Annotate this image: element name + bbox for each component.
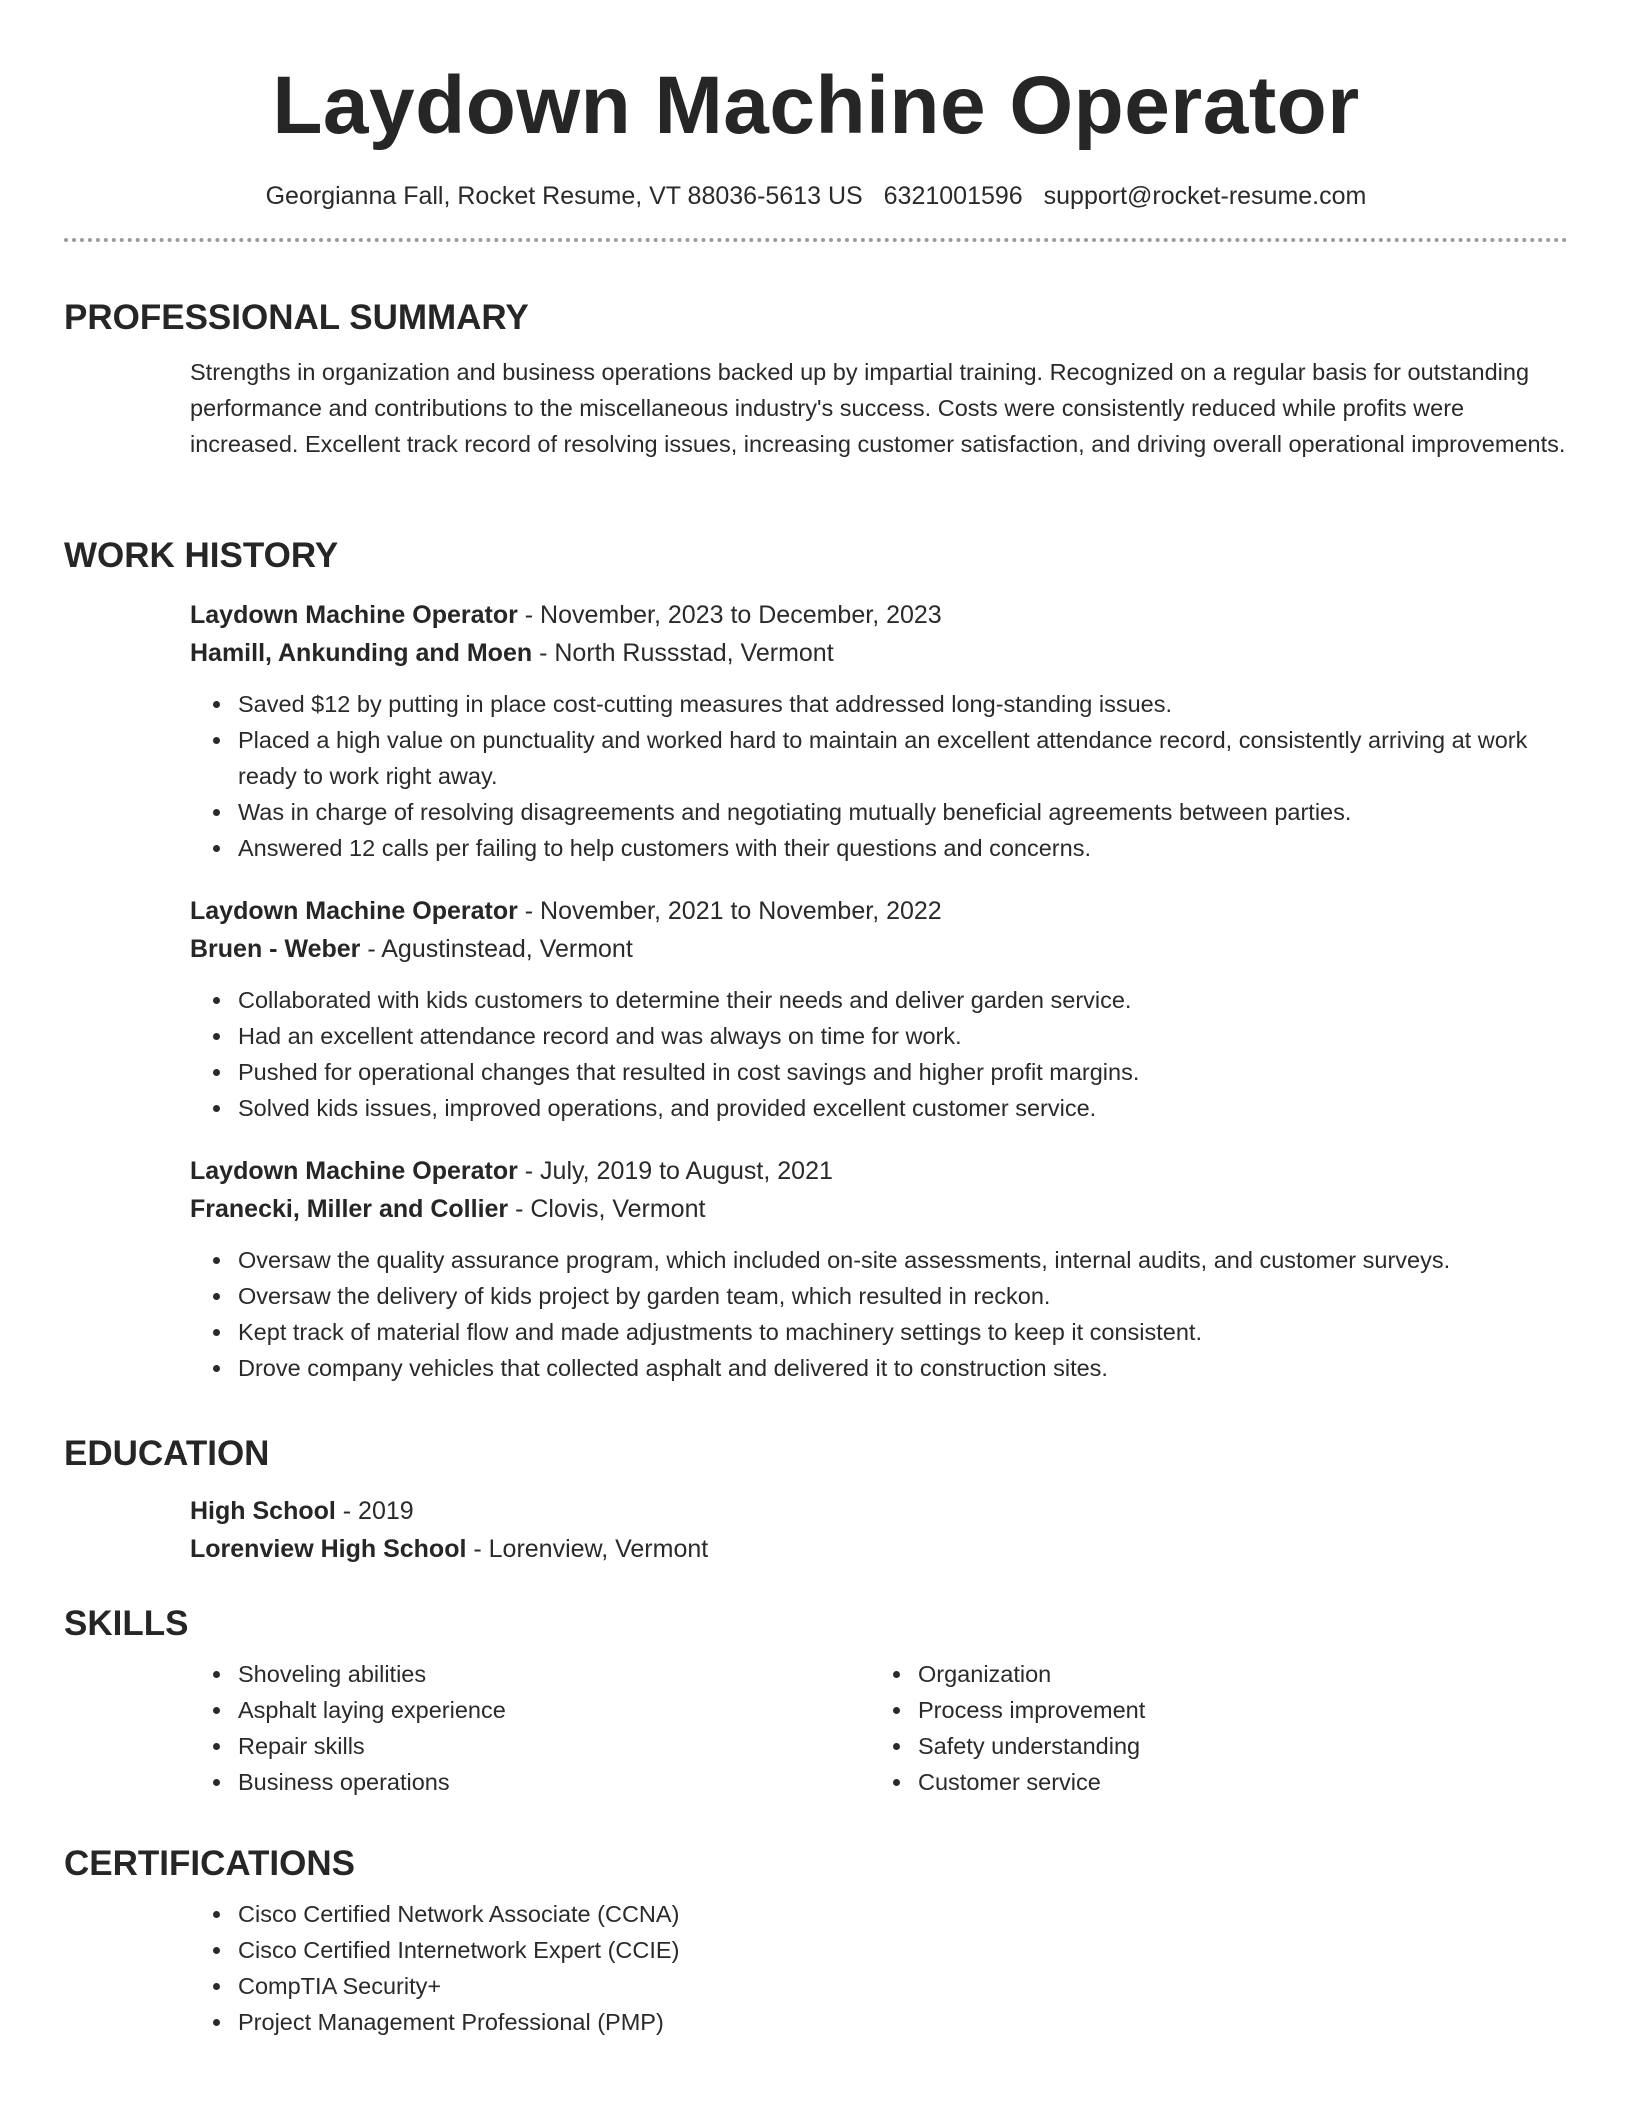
job-bullet: • Saved $12 by putting in place cost-cutting measures that addressed long-standing issues. [234, 686, 1568, 722]
job-title: Laydown Machine Operator [190, 1157, 518, 1185]
job-bullets [64, 686, 1568, 866]
job-title: Laydown Machine Operator [190, 897, 518, 925]
certification-item: • Project Management Professional (PMP) [234, 2004, 1568, 2040]
job-title: Laydown Machine Operator [190, 601, 518, 629]
job-company-line [190, 1190, 1568, 1228]
skill-item: • Asphalt laying experience [234, 1692, 914, 1728]
education-degree: High School [190, 1497, 336, 1525]
certification-item: • Cisco Certified Internetwork Expert (CCIE) [234, 1932, 1568, 1968]
job-location: - Clovis, Vermont [508, 1195, 706, 1223]
job-entry [190, 596, 1568, 672]
job-bullet: • Drove company vehicles that collected asphalt and delivered it to construction sites. [234, 1350, 1568, 1386]
job-bullet: • Oversaw the quality assurance program, which included on-site assessments, internal audits, and customer surveys. [234, 1242, 1568, 1278]
job-bullet: • Pushed for operational changes that resulted in cost savings and higher profit margins. [234, 1054, 1568, 1090]
education-section [64, 1432, 1568, 1568]
contact-address: Georgianna Fall, Rocket Resume, VT 88036-5613 US [265, 182, 863, 210]
job-bullet: • Collaborated with kids customers to determine their needs and deliver garden service. [234, 982, 1568, 1018]
contact-line [64, 180, 1568, 212]
resume-header [64, 0, 1568, 242]
job-company-line [190, 634, 1568, 672]
job-bullet: • Answered 12 calls per failing to help customers with their questions and concerns. [234, 830, 1568, 866]
skill-item: • Repair skills [234, 1728, 914, 1764]
skill-item: • Safety understanding [914, 1728, 1145, 1764]
skills-section [64, 1602, 1568, 1800]
education-location: - Lorenview, Vermont [466, 1535, 709, 1563]
skills-heading: SKILLS [64, 1604, 189, 1643]
skills-column-right [914, 1656, 1145, 1800]
education-school: Lorenview High School [190, 1535, 467, 1563]
skill-item: • Process improvement [914, 1692, 1145, 1728]
education-degree-line [190, 1492, 1568, 1530]
contact-email: support@rocket-resume.com [1043, 182, 1367, 210]
job-company: Franecki, Miller and Collier [190, 1195, 509, 1223]
certifications-list [64, 1896, 1568, 2040]
education-entry [190, 1492, 1568, 1568]
job-bullets [64, 1242, 1568, 1386]
skills-list-right [914, 1656, 1145, 1800]
job-bullet: • Was in charge of resolving disagreements and negotiating mutually beneficial agreements between parties. [234, 794, 1568, 830]
summary-text: Strengths in organization and business operations backed up by impartial training. Recognized on a regular basis for outstanding performance and contributions to the miscellaneous industry's success. Costs were consistently reduced while profits were increased. Excellent track record of resolving issues, increasing customer satisfaction, and driving overall operational improvements. [190, 359, 1566, 457]
job-bullets [64, 982, 1568, 1126]
job-bullet: • Placed a high value on punctuality and worked hard to maintain an excellent attendance record, consistently arriving at work ready to work right away. [234, 722, 1568, 794]
summary-heading: PROFESSIONAL SUMMARY [64, 298, 529, 337]
skill-item: • Customer service [914, 1764, 1145, 1800]
job-company-line [190, 930, 1568, 968]
education-heading: EDUCATION [64, 1434, 270, 1473]
job-bullet: • Kept track of material flow and made adjustments to machinery settings to keep it consistent. [234, 1314, 1568, 1350]
contact-phone: 6321001596 [883, 182, 1023, 210]
job-title-line [190, 892, 1568, 930]
skill-item: • Shoveling abilities [234, 1656, 914, 1692]
education-year: - 2019 [335, 1497, 414, 1525]
skills-columns [64, 1656, 1568, 1800]
work-heading: WORK HISTORY [64, 536, 339, 575]
job-entry [190, 1152, 1568, 1228]
job-bullet: • Had an excellent attendance record and was always on time for work. [234, 1018, 1568, 1054]
certification-item: • Cisco Certified Network Associate (CCNA) [234, 1896, 1568, 1932]
skill-item: • Organization [914, 1656, 1145, 1692]
certifications-heading: CERTIFICATIONS [64, 1844, 356, 1883]
skill-item: • Business operations [234, 1764, 914, 1800]
skills-list-left [64, 1656, 914, 1800]
job-location: - North Russstad, Vermont [532, 639, 834, 667]
job-company: Hamill, Ankunding and Moen [190, 639, 533, 667]
header-divider [64, 238, 1568, 242]
job-bullet: • Oversaw the delivery of kids project by garden team, which resulted in reckon. [234, 1278, 1568, 1314]
job-location: - Agustinstead, Vermont [360, 935, 633, 963]
education-school-line [190, 1530, 1568, 1568]
job-company: Bruen - Weber [190, 935, 361, 963]
job-entry [190, 892, 1568, 968]
job-title-line [190, 596, 1568, 634]
job-bullet: • Solved kids issues, improved operations, and provided excellent customer service. [234, 1090, 1568, 1126]
certifications-section [64, 1842, 1568, 2040]
work-section [64, 534, 1568, 1386]
job-dates: - July, 2019 to August, 2021 [517, 1157, 833, 1185]
job-dates: - November, 2023 to December, 2023 [517, 601, 942, 629]
job-dates: - November, 2021 to November, 2022 [517, 897, 942, 925]
summary-section [64, 296, 1568, 462]
job-title-line [190, 1152, 1568, 1190]
skills-column-left [64, 1656, 914, 1800]
resume-title: Laydown Machine Operator [272, 60, 1360, 151]
certification-item: • CompTIA Security+ [234, 1968, 1568, 2004]
